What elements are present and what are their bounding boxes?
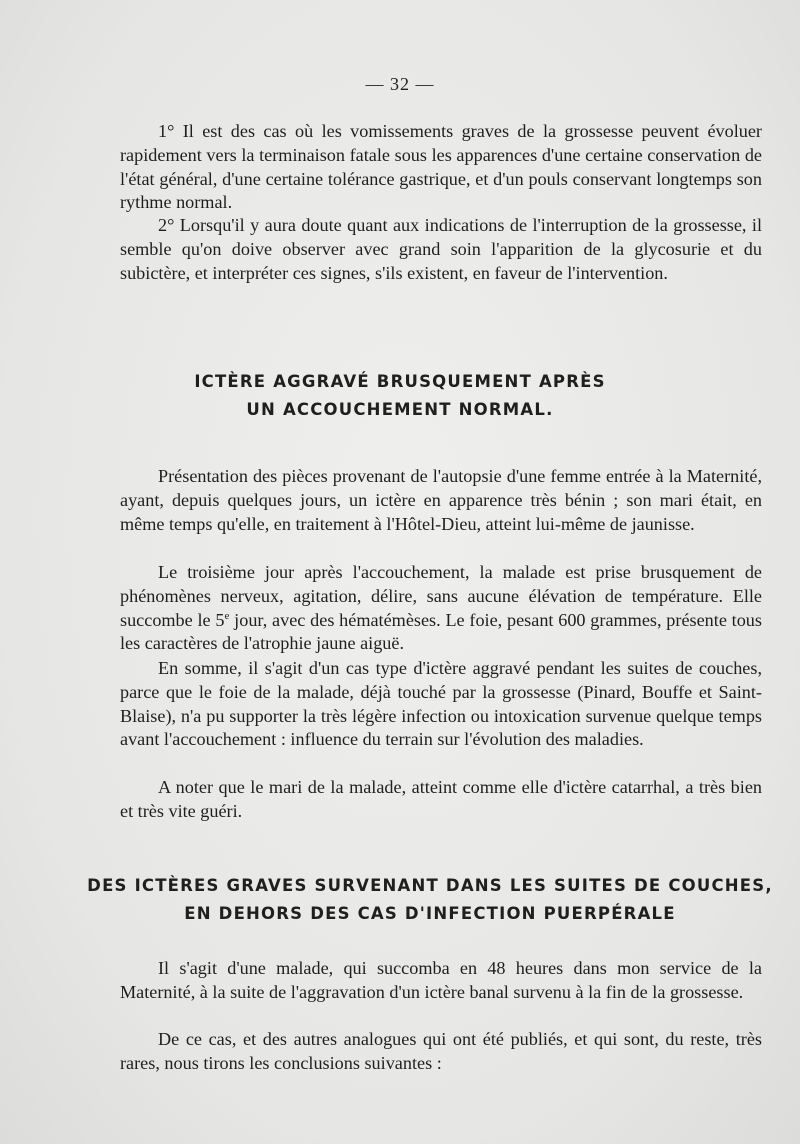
section-1-paragraph-1: Présentation des pièces provenant de l'autopsie d'une femme entrée à la Maternité, ayant, depuis quelques jours, un ictère en apparence très bénin ; son mari était, en même temps qu'elle, en traitement à l'Hôtel-Dieu, atteint lui-même de jaunisse. xyxy=(120,466,762,534)
section-2-paragraph-1: Il s'agit d'une malade, qui succomba en 48 heures dans mon service de la Maternité, à la suite de l'aggravation d'un ictère banal survenu à la fin de la grossesse. xyxy=(120,958,762,1002)
section-1-paragraph-2-text-a: Le troisième jour après l'accouchement, la malade est prise brusquement de phénomènes nerveux, agitation, délire, sans aucune élévation de température. Elle succombe le 5 xyxy=(120,562,762,630)
section-2-heading-line-1: DES ICTÈRES GRAVES SURVENANT DANS LES SUITES DE COUCHES, xyxy=(87,876,773,895)
section-1-paragraph-3: En somme, il s'agit d'un cas type d'ictère aggravé pendant les suites de couches, parce que le foie de la malade, déjà touché par la grossesse (Pinard, Bouffe et Saint-Blaise), n'a pu supporter la très légère infection ou intoxication survenue quelque temps avant l'accouchement : influence du terrain sur l'évolution des maladies. xyxy=(120,658,762,750)
section-2-heading xyxy=(60,872,800,928)
section-1-heading-line-2: UN ACCOUCHEMENT NORMAL. xyxy=(246,400,554,419)
section-2-heading-line-2: EN DEHORS DES CAS D'INFECTION PUERPÉRALE xyxy=(184,904,676,923)
page-number: — 32 — xyxy=(365,74,435,94)
intro-paragraph-1: 1° Il est des cas où les vomissements graves de la grossesse peuvent évoluer rapidement vers la terminaison fatale sous les apparences d'une certaine conservation de l'état général, d'une certaine tolérance gastrique, et d'un pouls conservant longtemps son rythme normal. xyxy=(120,121,762,213)
section-1-heading xyxy=(70,368,730,424)
section-2-paragraph-2: De ce cas, et des autres analogues qui ont été publiés, et qui sont, du reste, très rares, nous tirons les conclusions suivantes : xyxy=(120,1029,762,1073)
section-1-paragraph-4: A noter que le mari de la malade, atteint comme elle d'ictère catarrhal, a très bien et très vite guéri. xyxy=(120,777,762,821)
section-1-paragraph-2-text-b: jour, avec des hématémèses. Le foie, pesant 600 grammes, présente tous les caractères de l'atrophie jaune aiguë. xyxy=(120,609,762,654)
ordinal-superscript: e xyxy=(224,609,230,622)
section-1-paragraph-2 xyxy=(120,561,762,656)
section-1-heading-line-1: ICTÈRE AGGRAVÉ BRUSQUEMENT APRÈS xyxy=(194,372,606,391)
intro-paragraph-2: 2° Lorsqu'il y aura doute quant aux indications de l'interruption de la grossesse, il semble qu'on doive observer avec grand soin l'apparition de la glycosurie et du subictère, et interpréter ces signes, s'ils existent, en faveur de l'intervention. xyxy=(120,215,762,283)
